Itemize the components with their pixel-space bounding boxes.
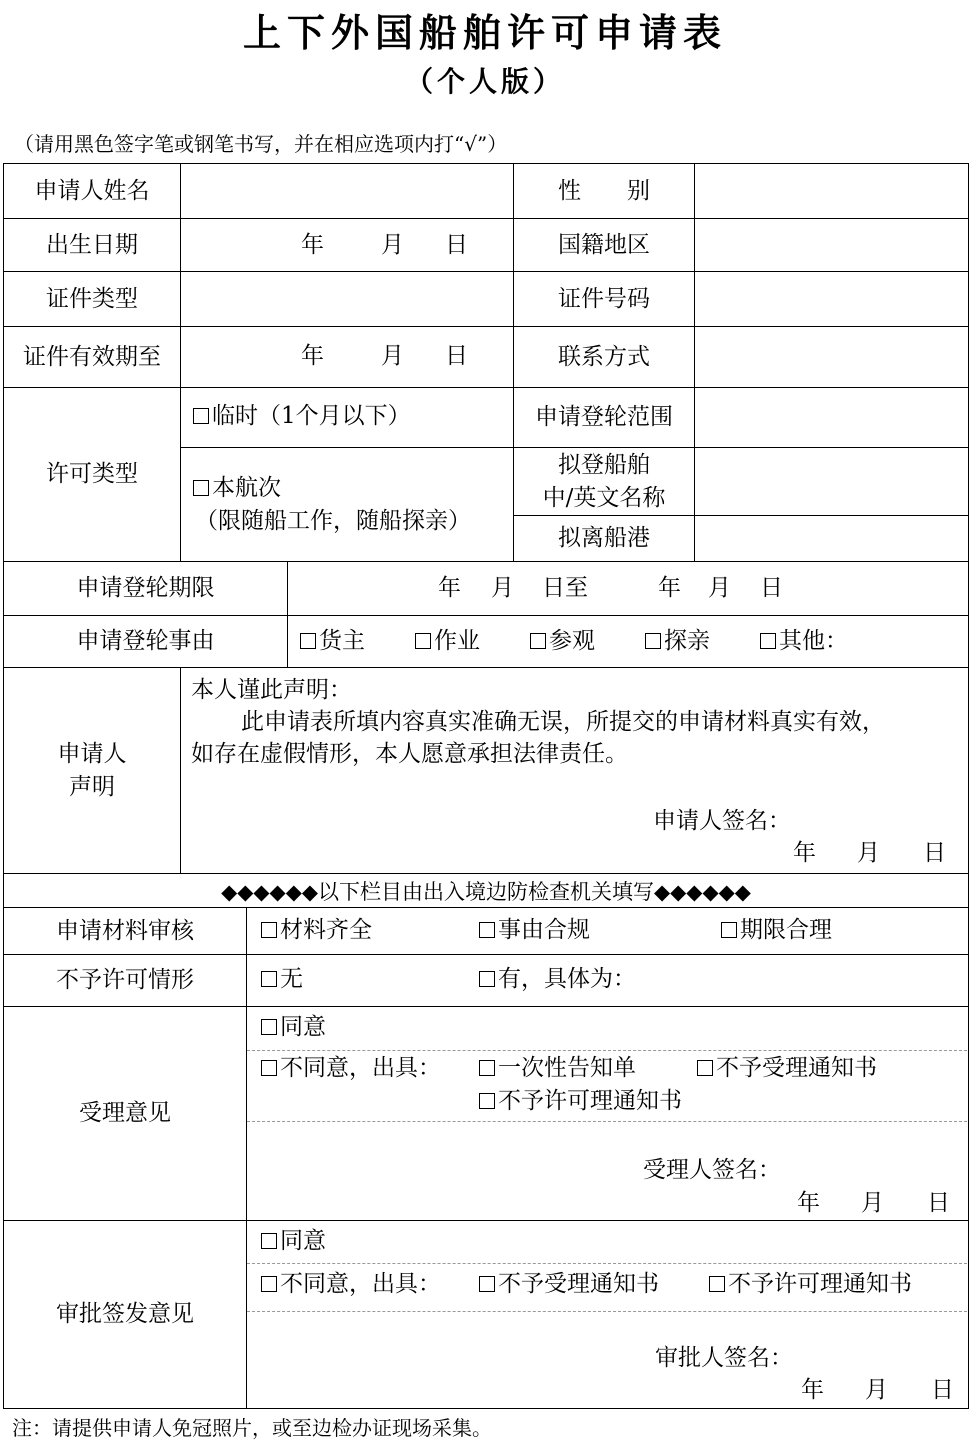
acceptance-notice-deny-checkbox[interactable]: [479, 1093, 495, 1109]
denial-none-option[interactable]: 无: [261, 963, 303, 996]
voyage-option-note: （限随船工作，随船探亲）: [195, 508, 471, 534]
form-instruction: （请用黑色签字笔或钢笔书写，并在相应选项内打“√”）: [14, 132, 508, 156]
period-end-year: 年: [658, 575, 681, 601]
declaration-line-2: 如存在虚假情形，本人愿意承担法律责任。: [191, 741, 628, 767]
voyage-option-label: 本航次: [212, 475, 281, 501]
permit-voyage-option[interactable]: [181, 448, 514, 562]
acceptor-signature-label: 受理人签名：: [643, 1157, 781, 1183]
official-use-banner: ◆◆◆◆◆◆以下栏目由出入境边防检查机关填写◆◆◆◆◆◆: [3, 874, 969, 908]
reason-option-cargo[interactable]: 货主: [300, 625, 365, 658]
boarding-scope-field[interactable]: [695, 388, 969, 448]
application-form: [3, 163, 969, 1409]
acceptance-agree-option[interactable]: 同意: [261, 1011, 326, 1044]
applicant-name-label: 申请人姓名: [3, 164, 181, 219]
applicant-signature-label: 申请人签名：: [653, 808, 791, 834]
denial-yes-checkbox[interactable]: [479, 971, 495, 987]
birth-date-field[interactable]: [181, 219, 514, 272]
acceptance-content: [247, 1007, 969, 1221]
ship-name-label: 拟登船舶 中/英文名称: [514, 448, 695, 516]
denial-options: [247, 955, 969, 1007]
id-valid-until-field[interactable]: [181, 327, 514, 388]
declaration-month: 月: [857, 840, 880, 866]
boarding-period-label: 申请登轮期限: [3, 562, 288, 616]
nationality-field[interactable]: [695, 219, 969, 272]
denial-label: 不予许可情形: [3, 955, 247, 1007]
reason-family-checkbox[interactable]: [645, 633, 661, 649]
review-options: [247, 908, 969, 955]
acceptance-notice-reject-option[interactable]: 不予受理通知书: [697, 1052, 877, 1085]
approval-notice-reject-option[interactable]: 不予受理通知书: [479, 1268, 659, 1301]
temporary-checkbox[interactable]: [193, 408, 209, 424]
declaration-year: 年: [793, 840, 816, 866]
denial-none-checkbox[interactable]: [261, 971, 277, 987]
declaration-heading: 本人谨此声明：: [191, 677, 352, 703]
approval-agree-option[interactable]: 同意: [261, 1225, 326, 1258]
review-compliant-checkbox[interactable]: [479, 922, 495, 938]
denial-yes-option[interactable]: 有，具体为：: [479, 963, 636, 996]
acceptance-day: 日: [927, 1190, 950, 1216]
period-start-day-to: 日至: [542, 575, 588, 601]
birth-month-unit: 月: [381, 232, 404, 258]
reason-option-other[interactable]: 其他：: [760, 625, 848, 658]
permit-temporary-option[interactable]: [181, 388, 514, 448]
id-valid-until-label: 证件有效期至: [3, 327, 181, 388]
acceptance-notice-once-checkbox[interactable]: [479, 1060, 495, 1076]
applicant-name-field[interactable]: [181, 164, 514, 219]
id-number-label: 证件号码: [514, 272, 695, 327]
declaration-label: 申请人 声明: [3, 668, 181, 874]
reason-option-visit[interactable]: 参观: [530, 625, 595, 658]
departure-port-label: 拟离船港: [514, 516, 695, 562]
reason-option-family[interactable]: 探亲: [645, 625, 710, 658]
id-type-label: 证件类型: [3, 272, 181, 327]
departure-port-field[interactable]: [695, 516, 969, 562]
acceptance-disagree-option[interactable]: 不同意，出具：: [261, 1052, 441, 1085]
nationality-label: 国籍地区: [514, 219, 695, 272]
declaration-day: 日: [923, 840, 946, 866]
birth-year-unit: 年: [301, 232, 324, 258]
approval-notice-reject-checkbox[interactable]: [479, 1276, 495, 1292]
review-complete-checkbox[interactable]: [261, 922, 277, 938]
approval-notice-deny-checkbox[interactable]: [709, 1276, 725, 1292]
contact-label: 联系方式: [514, 327, 695, 388]
form-title: 上下外国船舶许可申请表: [242, 10, 727, 55]
gender-field[interactable]: [695, 164, 969, 219]
review-label: 申请材料审核: [3, 908, 247, 955]
birth-date-label: 出生日期: [3, 219, 181, 272]
acceptance-month: 月: [861, 1190, 884, 1216]
review-complete-option[interactable]: 材料齐全: [261, 914, 372, 947]
period-end-month: 月: [708, 575, 731, 601]
birth-day-unit: 日: [445, 232, 468, 258]
id-type-field[interactable]: [181, 272, 514, 327]
acceptance-disagree-checkbox[interactable]: [261, 1060, 277, 1076]
period-start-year: 年: [438, 575, 461, 601]
acceptance-label: 受理意见: [3, 1007, 247, 1221]
review-period-option[interactable]: 期限合理: [721, 914, 832, 947]
approval-label: 审批签发意见: [3, 1221, 247, 1409]
approval-content: [247, 1221, 969, 1409]
gender-label: 性 别: [514, 164, 695, 219]
id-number-field[interactable]: [695, 272, 969, 327]
boarding-reason-label: 申请登轮事由: [3, 616, 288, 668]
temporary-option-label: 临时（1个月以下）: [212, 403, 411, 429]
approval-day: 日: [931, 1377, 954, 1403]
contact-field[interactable]: [695, 327, 969, 388]
boarding-scope-label: 申请登轮范围: [514, 388, 695, 448]
approver-signature-label: 审批人签名：: [655, 1345, 793, 1371]
review-period-checkbox[interactable]: [721, 922, 737, 938]
form-subtitle: （个人版）: [404, 65, 565, 98]
boarding-reason-options: [288, 616, 969, 668]
acceptance-notice-once-option[interactable]: 一次性告知单: [479, 1052, 636, 1085]
declaration-line-1: 此申请表所填内容真实准确无误，所提交的申请材料真实有效，: [241, 709, 885, 735]
acceptance-notice-reject-checkbox[interactable]: [697, 1060, 713, 1076]
period-end-day: 日: [760, 575, 783, 601]
approval-agree-checkbox[interactable]: [261, 1233, 277, 1249]
boarding-period-field[interactable]: [288, 562, 969, 616]
voyage-checkbox[interactable]: [193, 480, 209, 496]
acceptance-notice-deny-option[interactable]: 不予许可理通知书: [479, 1085, 682, 1118]
permit-type-label: 许可类型: [3, 388, 181, 562]
approval-disagree-option[interactable]: 不同意，出具：: [261, 1268, 441, 1301]
reason-cargo-checkbox[interactable]: [300, 633, 316, 649]
form-footnote: 注：请提供申请人免冠照片，或至边检办证现场采集。: [12, 1416, 492, 1440]
approval-disagree-checkbox[interactable]: [261, 1276, 277, 1292]
reason-work-checkbox[interactable]: [415, 633, 431, 649]
reason-option-work[interactable]: 作业: [415, 625, 480, 658]
valid-year-unit: 年: [301, 343, 324, 369]
ship-name-field[interactable]: [695, 448, 969, 516]
declaration-content: [181, 668, 969, 874]
review-compliant-option[interactable]: 事由合规: [479, 914, 590, 947]
period-start-month: 月: [491, 575, 514, 601]
reason-visit-checkbox[interactable]: [530, 633, 546, 649]
acceptance-year: 年: [797, 1190, 820, 1216]
reason-other-checkbox[interactable]: [760, 633, 776, 649]
approval-notice-deny-option[interactable]: 不予许可理通知书: [709, 1268, 912, 1301]
valid-month-unit: 月: [381, 343, 404, 369]
valid-day-unit: 日: [445, 343, 468, 369]
approval-month: 月: [865, 1377, 888, 1403]
acceptance-agree-checkbox[interactable]: [261, 1019, 277, 1035]
approval-year: 年: [801, 1377, 824, 1403]
